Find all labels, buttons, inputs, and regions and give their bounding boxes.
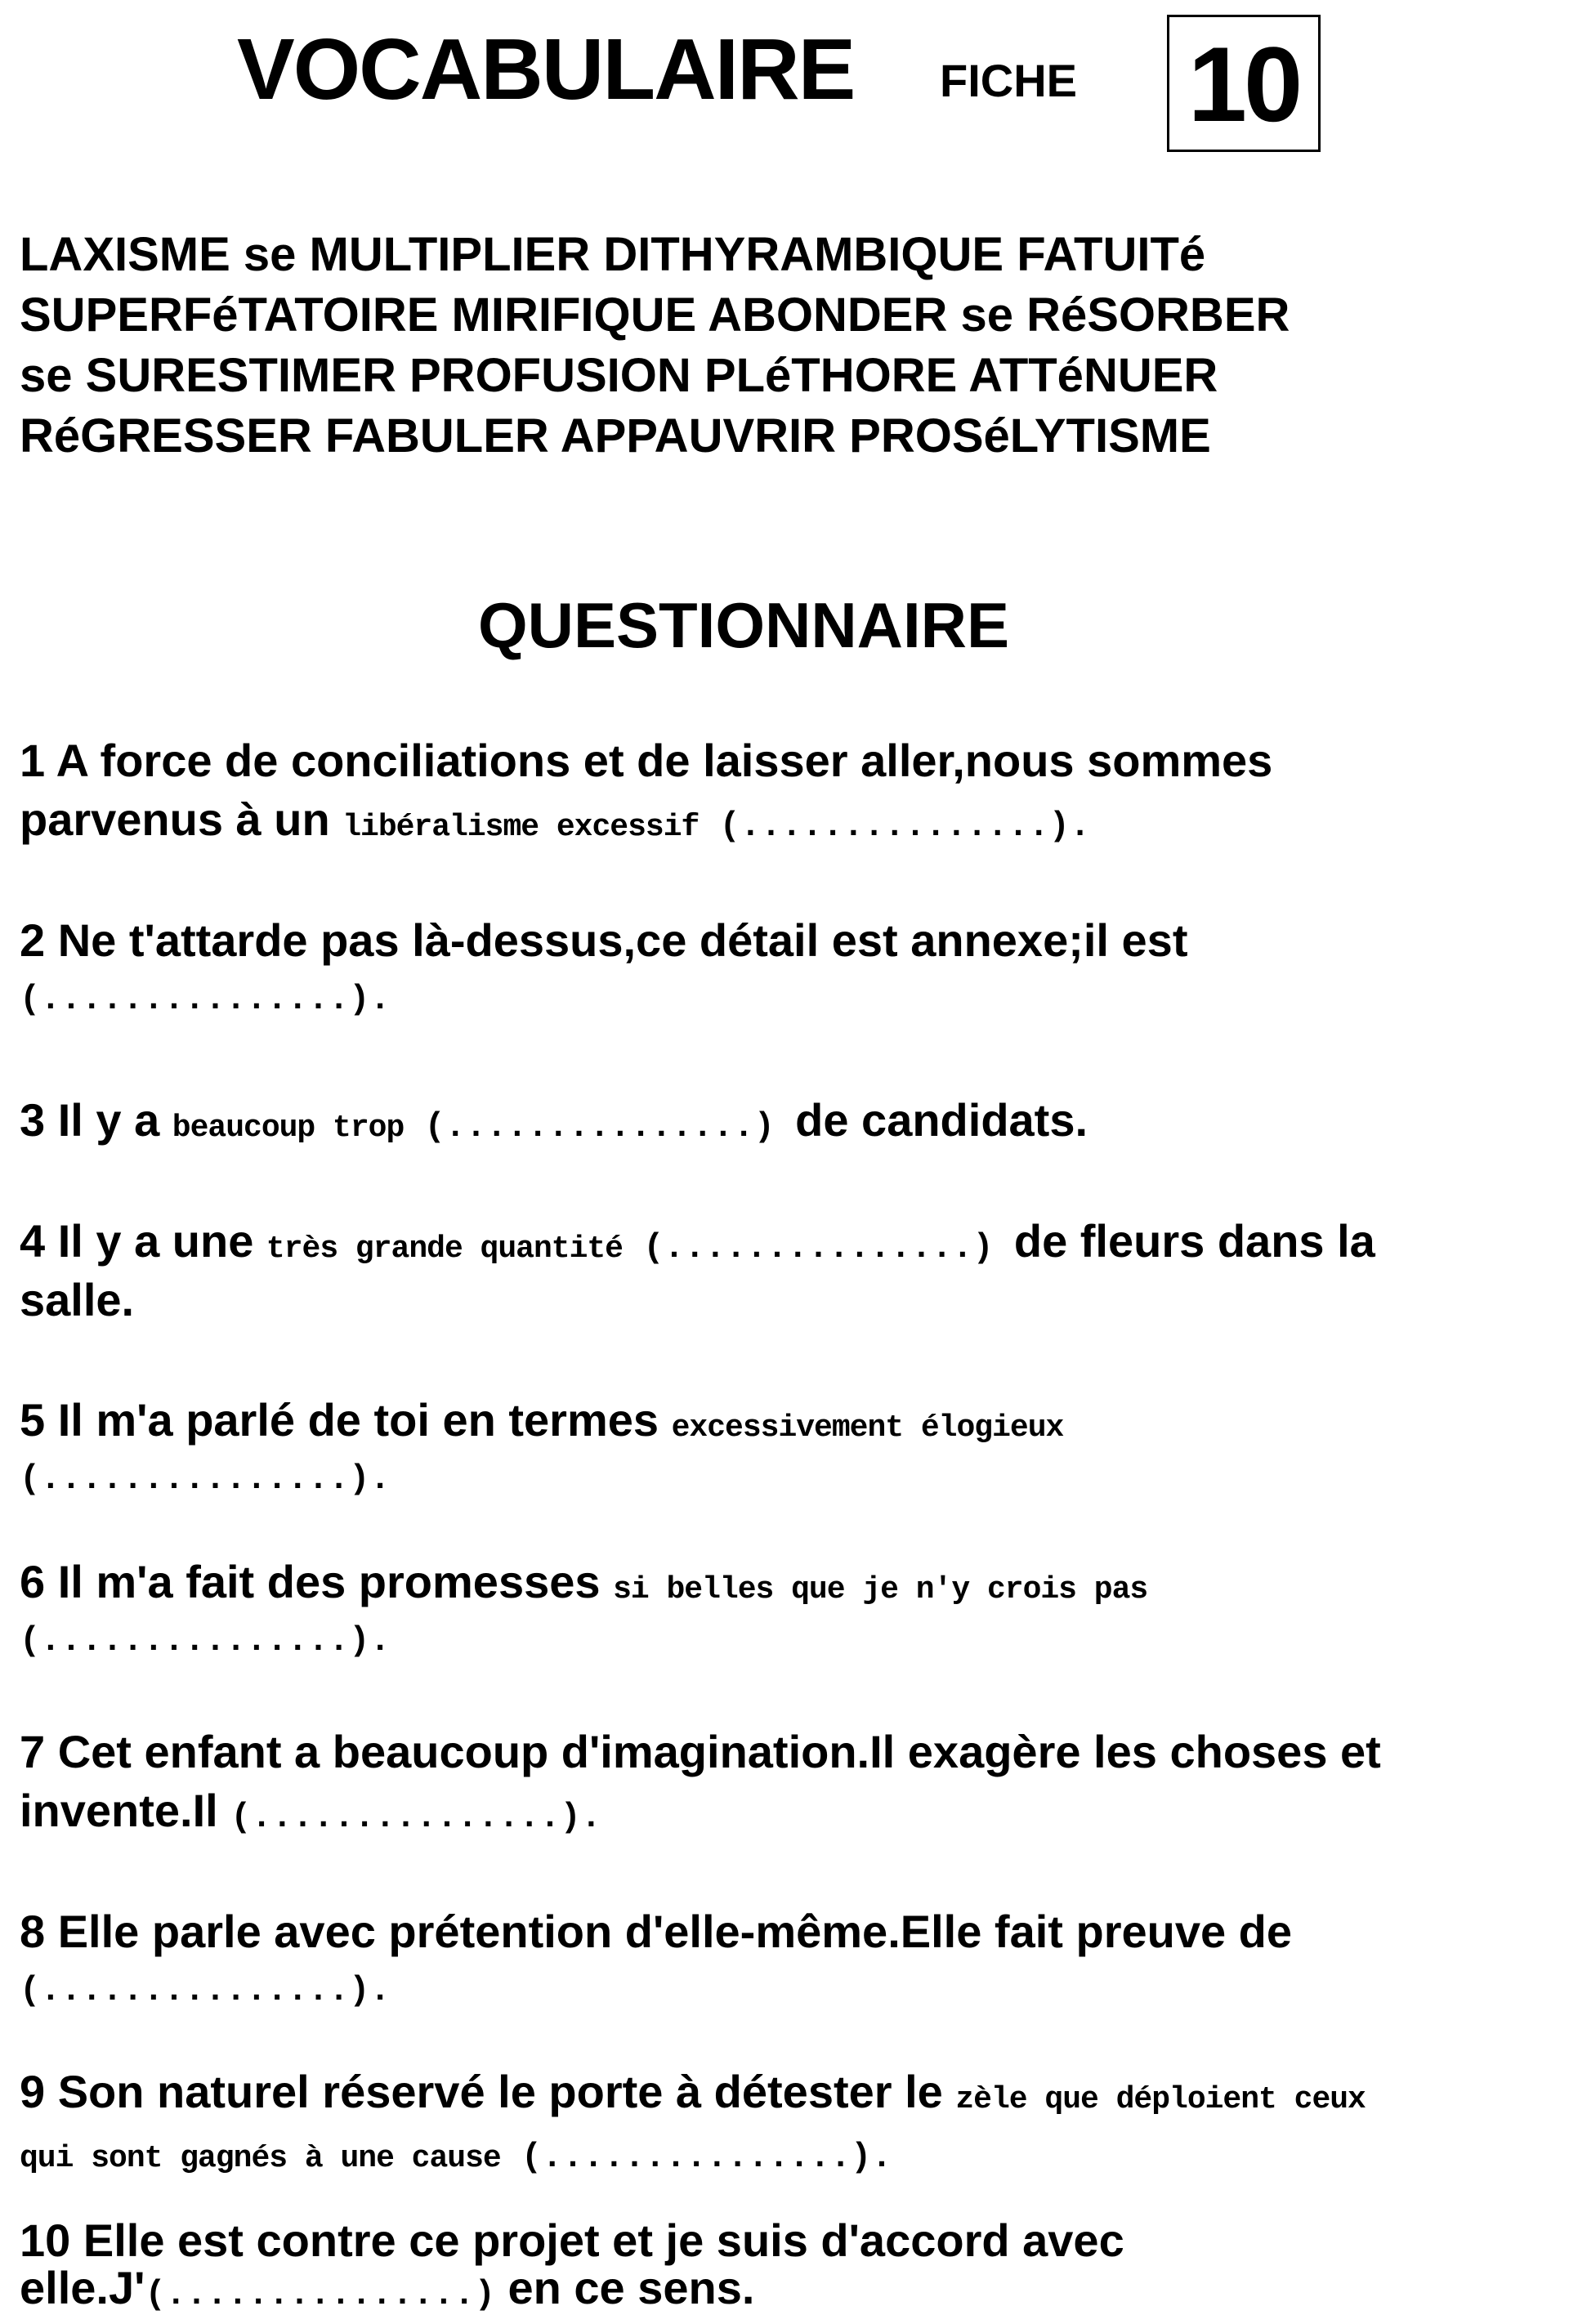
question-text: 4 Il y a une: [20, 1215, 266, 1267]
hint-text: beaucoup trop: [172, 1111, 405, 1146]
question-text: de fleurs dans la: [1013, 1215, 1375, 1267]
answer-blank: (...............).: [20, 1971, 391, 2010]
question-text: 5 Il m'a parlé de toi en termes: [20, 1394, 672, 1446]
question-5: [20, 1391, 1556, 1508]
question-line-2: [20, 790, 1556, 849]
answer-blank: (...............): [404, 1107, 796, 1146]
page-title: VOCABULAIRE: [237, 21, 855, 118]
word-list-line: LAXISME se MULTIPLIER DITHYRAMBIQUE FATUITé: [20, 228, 1206, 281]
answer-blank: (...............).: [20, 1459, 391, 1499]
question-text: 9 Son naturel réservé le porte à détester le: [20, 2066, 956, 2117]
fiche-label: FICHE: [940, 55, 1077, 106]
question-3: [20, 1091, 1556, 1150]
question-9: [20, 2063, 1556, 2177]
hint-text: excessivement élogieux: [671, 1410, 1064, 1446]
answer-blank: (...............).: [20, 1621, 391, 1660]
word-list-line: RéGRESSER FABULER APPAUVRIR PROSéLYTISME: [20, 409, 1211, 463]
answer-blank: (...............): [145, 2275, 495, 2314]
question-line-2: [20, 2259, 1556, 2313]
question-line: [20, 1553, 1556, 1611]
answer-blank: (...............).: [500, 2138, 892, 2177]
hint-text: si belles que je n'y crois pas: [613, 1572, 1148, 1607]
question-1: [20, 731, 1556, 849]
questionnaire-title: QUESTIONNAIRE: [477, 589, 1010, 661]
header: [237, 8, 1332, 163]
word-list-line: se SURESTIMER PROFUSION PLéTHORE ATTéNUER: [20, 349, 1218, 402]
hint-text: très grande quantité: [266, 1231, 623, 1267]
answer-blank: (...............).: [230, 1798, 601, 1837]
question-text: 2 Ne t'attarde pas là-dessus,ce détail est annexe;il est: [20, 914, 1188, 966]
question-line: [20, 1212, 1556, 1271]
fiche-number-box: [1167, 15, 1321, 152]
answer-blank: (...............).: [699, 807, 1091, 846]
question-8: [20, 1902, 1556, 2020]
fiche-number: 10: [1187, 25, 1300, 144]
hint-text: qui sont gagnés à une cause: [20, 2141, 501, 2176]
question-text: parvenus à un: [20, 793, 343, 845]
question-text: 3 Il y a: [20, 1094, 172, 1146]
question-line: [20, 2063, 1556, 2121]
question-text: elle.J': [20, 2262, 145, 2313]
question-6: [20, 1553, 1556, 1670]
question-2: [20, 911, 1556, 1029]
question-text: salle.: [20, 1274, 135, 1325]
word-list-line: SUPERFéTATOIRE MIRIFIQUE ABONDER se RéSORBER: [20, 288, 1290, 342]
question-7: [20, 1723, 1556, 1840]
question-line-2: [20, 2121, 1556, 2177]
question-text: en ce sens.: [494, 2262, 755, 2313]
answer-blank: (...............).: [20, 980, 391, 1019]
word-list: [20, 225, 1556, 467]
question-text: 1 A force de conciliations et de laisser aller,nous sommes: [20, 735, 1273, 786]
question-text: 6 Il m'a fait des promesses: [20, 1556, 614, 1607]
question-10: [20, 2211, 1556, 2313]
hint-text: libéralisme excessif: [342, 810, 700, 845]
question-text: invente.Il: [20, 1785, 231, 1836]
question-line: [20, 1091, 1556, 1150]
hint-text: zèle que déploient ceux: [955, 2082, 1366, 2117]
question-4: [20, 1212, 1556, 1330]
question-text: 10 Elle est contre ce projet et je suis d'accord avec: [20, 2215, 1124, 2266]
question-text: 8 Elle parle avec prétention d'elle-même.Elle fait preuve de: [20, 1906, 1293, 1957]
question-line: [20, 1391, 1556, 1450]
question-text: de candidats.: [795, 1094, 1088, 1146]
answer-blank: (...............): [622, 1228, 1014, 1267]
question-line-2: [20, 1781, 1556, 1840]
question-text: 7 Cet enfant a beaucoup d'imagination.Il exagère les choses et: [20, 1726, 1381, 1777]
